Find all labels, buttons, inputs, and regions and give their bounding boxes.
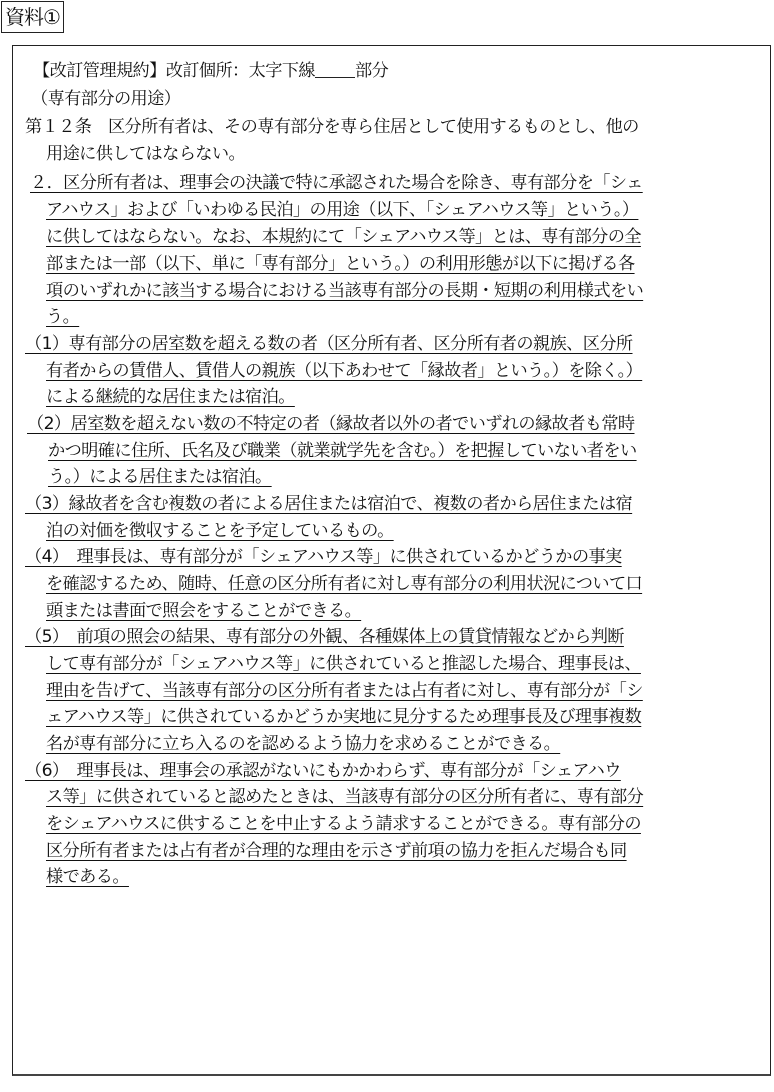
regulation-text-box [12, 45, 771, 1076]
amended-text-line: （1）専有部分の居室数を超える数の者（区分所有者、区分所有者の親族、区分所 [25, 334, 633, 354]
amended-text-line: 頭または書面で照会をすることができる。 [46, 601, 362, 621]
amended-text-line: 項のいずれかに該当する場合における当該専有部分の長期・短期の利用様式をい [46, 281, 644, 301]
amended-text-line: を確認するため、随時、任意の区分所有者に対し専有部分の利用状況について口 [46, 574, 643, 594]
amended-text-line: （4） 理事長は、専有部分が「シェアハウス等」に供されているかどうかの事実 [25, 547, 622, 567]
document-label: 資料① [1, 1, 64, 33]
amended-text-line: （3）縁故者を含む複数の者による居住または宿泊で、複数の者から居住または宿 [25, 494, 633, 514]
amended-text-line: 様である。 [46, 867, 129, 887]
amended-text-line: ェアハウス等」に供されているかどうか実地に見分するため理事長及び理事複数 [46, 707, 642, 727]
amended-text-line: 有者からの賃借人、賃借人の親族（以下あわせて「縁故者」という。）を除く。） [46, 361, 643, 381]
amendment-heading-prefix: 【改訂管理規約】改訂個所：太字下線 [33, 61, 315, 81]
amended-text-line: に供してはならない。なお、本規約にて「シェアハウス等」とは、専有部分の全 [46, 227, 641, 247]
amended-text-line: 部または一部（以下、単に「専有部分」という。）の利用形態が以下に掲げる各 [46, 254, 635, 274]
amended-text-line: して専有部分が「シェアハウス等」に供されていると推認した場合、理事長は、 [46, 654, 641, 674]
amended-text-line: アハウス」および「いわゆる民泊」の用途（以下、「シェアハウス等」という。） [46, 200, 639, 220]
article-text-line: 第１２条 区分所有者は、その専有部分を専ら住居として使用するものとし、他の [25, 117, 639, 137]
amended-text-line: ス等」に供されていると認めたときは、当該専有部分の区分所有者に、専有部分 [46, 787, 644, 807]
bold-underline-sample [315, 59, 355, 78]
amended-text-line: う。）による居住または宿泊。 [48, 467, 272, 487]
amended-text-line: （2）居室数を超えない数の不特定の者（縁故者以外の者でいずれの縁故者も常時 [27, 414, 635, 434]
amended-text-line: をシェアハウスに供することを中止するよう請求することができる。専有部分の [46, 814, 641, 834]
amended-text-line: かつ明確に住所、氏名及び職業（就業就学先を含む。）を把握していない者をい [48, 441, 637, 461]
amended-text-line: 区分所有者または占有者が合理的な理由を示さず前項の協力を拒んだ場合も同 [46, 841, 627, 861]
amended-text-line: ２．区分所有者は、理事会の決議で特に承認された場合を除き、専有部分を「シェ [30, 173, 643, 193]
amended-text-line: 理由を告げて、当該専有部分の区分所有者または占有者に対し、専有部分が「シ [46, 681, 643, 701]
article-caption: （専有部分の用途） [31, 89, 181, 109]
amended-text-line: （5） 前項の照会の結果、専有部分の外観、各種媒体上の賃貸情報などから判断 [25, 627, 624, 647]
amended-text-line: 名が専有部分に立ち入るのを認めるよう協力を求めることができる。 [46, 734, 561, 754]
amendment-heading [33, 58, 388, 84]
amended-text-line: 泊の対価を徴収することを予定しているもの。 [46, 521, 394, 541]
amended-text-line: （6） 理事長は、理事会の承認がないにもかかわらず、専有部分が「シェアハウ [25, 761, 621, 781]
amended-text-line: う。 [46, 307, 80, 327]
article-text-line: 用途に供してはならない。 [46, 144, 246, 164]
amended-text-line: による継続的な居住または宿泊。 [46, 387, 295, 407]
amendment-heading-suffix: 部分 [355, 61, 389, 81]
